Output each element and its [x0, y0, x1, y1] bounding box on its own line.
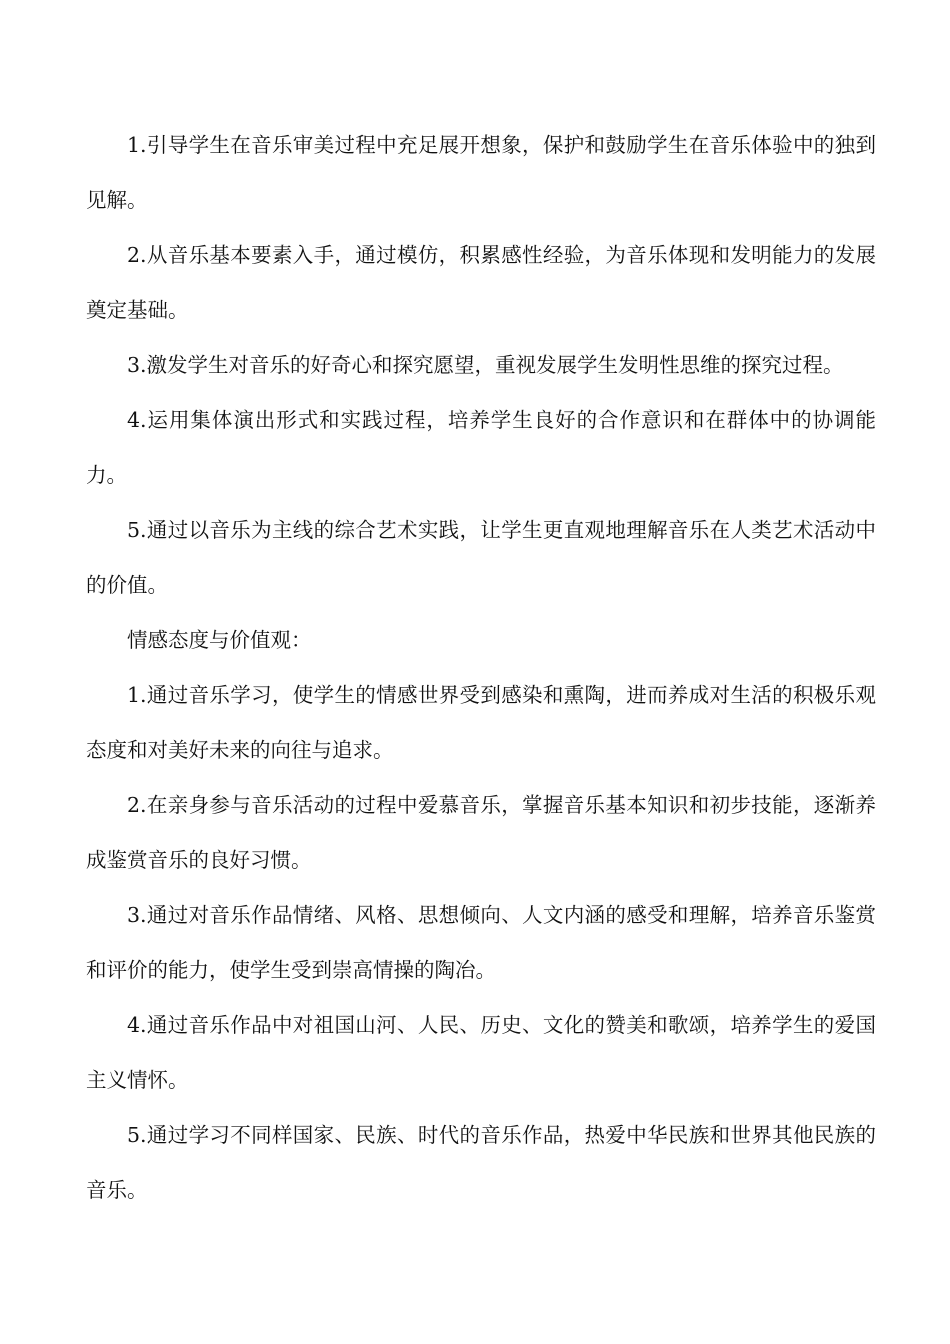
paragraph-skill-5: 5.通过以音乐为主线的综合艺术实践，让学生更直观地理解音乐在人类艺术活动中的价值。: [86, 518, 876, 597]
paragraph-values-4: 4.通过音乐作品中对祖国山河、人民、历史、文化的赞美和歌颂，培养学生的爱国主义情怀。: [86, 1013, 876, 1092]
document-body: [86, 118, 876, 1218]
paragraph-values-2: 2.在亲身参与音乐活动的过程中爱慕音乐，掌握音乐基本知识和初步技能，逐渐养成鉴赏音乐的良好习惯。: [86, 793, 876, 872]
paragraph-skill-3: 3.激发学生对音乐的好奇心和探究愿望，重视发展学生发明性思维的探究过程。: [127, 353, 844, 377]
paragraph-values-3: 3.通过对音乐作品情绪、风格、思想倾向、人文内涵的感受和理解，培养音乐鉴赏和评价的能力，使学生受到崇高情操的陶冶。: [86, 903, 876, 982]
paragraph-skill-2: 2.从音乐基本要素入手，通过模仿，积累感性经验，为音乐体现和发明能力的发展奠定基础。: [86, 243, 876, 322]
paragraph-skill-4: 4.运用集体演出形式和实践过程，培养学生良好的合作意识和在群体中的协调能力。: [86, 408, 876, 487]
paragraph-skill-1: 1.引导学生在音乐审美过程中充足展开想象，保护和鼓励学生在音乐体验中的独到见解。: [86, 133, 876, 212]
paragraph-values-5: 5.通过学习不同样国家、民族、时代的音乐作品，热爱中华民族和世界其他民族的音乐。: [86, 1123, 876, 1202]
paragraph-values-1: 1.通过音乐学习，使学生的情感世界受到感染和熏陶，进而养成对生活的积极乐观态度和对美好未来的向往与追求。: [86, 683, 876, 762]
section-heading-values: 情感态度与价值观：: [127, 628, 312, 652]
